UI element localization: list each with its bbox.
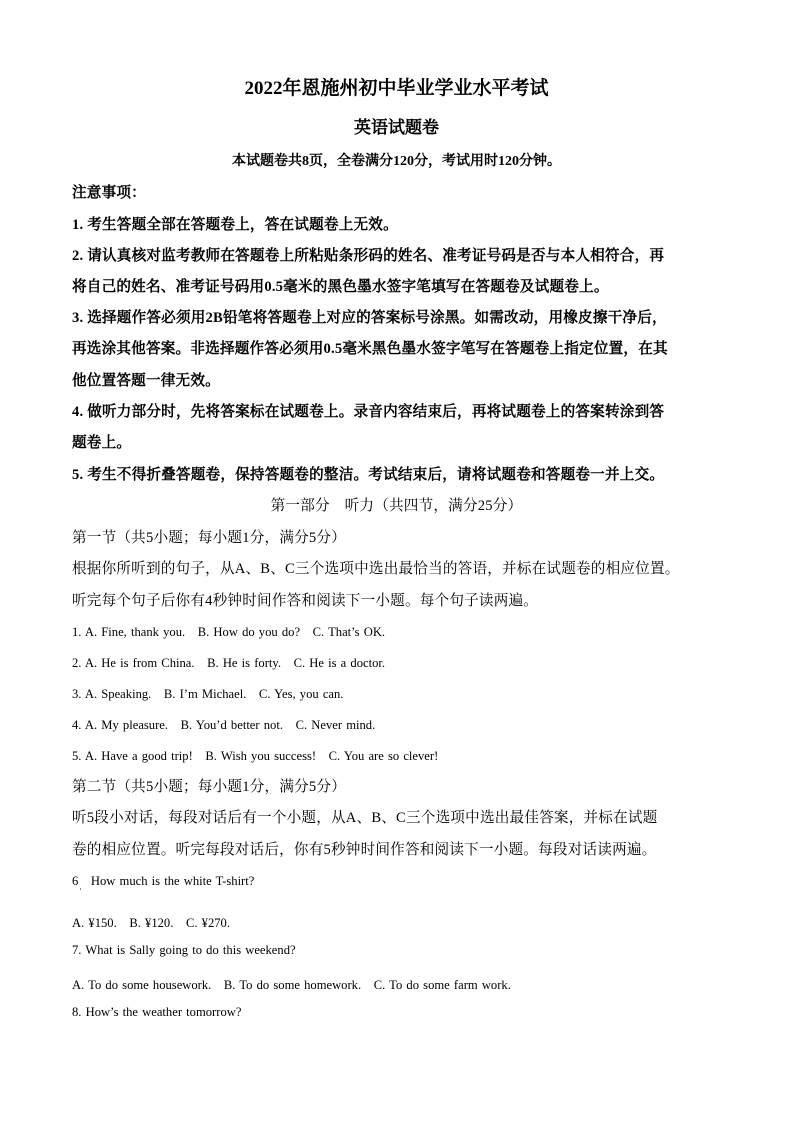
exam-subtitle: 英语试题卷 — [354, 118, 439, 137]
notice-line: 5. 考生不得折叠答题卷，保持答题卷的整洁。考试结束后，请将试题卷和答题卷一并上交。 — [72, 467, 665, 483]
question-5: 5. A. Have a good trip! B. Wish you success! C. You are so clever! — [72, 749, 439, 763]
notice-line: 4. 做听力部分时，先将答案标在试题卷上。录音内容结束后，再将试题卷上的答案转涂到答 — [72, 404, 665, 420]
question-4: 4. A. My pleasure. B. You’d better not. C. Never mind. — [72, 718, 376, 732]
notice-line: 3. 选择题作答必须用2B铅笔将答题卷上对应的答案标号涂黑。如需改动，用橡皮擦干净后， — [72, 310, 667, 326]
notice-line: 将自己的姓名、准考证号码用0.5毫米的黑色墨水签字笔填写在答题卷及试题卷上。 — [72, 279, 609, 295]
notice-line: 1. 考生答题全部在答题卷上，答在试题卷上无效。 — [72, 217, 398, 233]
question-2: 2. A. He is from China. B. He is forty. C. He is a doctor. — [72, 656, 386, 670]
question-8: 8. How’s the weather tomorrow? — [72, 1005, 242, 1019]
notice-line: 题卷上。 — [72, 435, 132, 451]
section2-instruction: 听5段小对话，每段对话后有一个小题，从A、B、C三个选项中选出最佳答案，并标在试题 — [72, 810, 658, 826]
question-6-options: A. ¥150. B. ¥120. C. ¥270. — [72, 916, 230, 930]
notice-line: 再选涂其他答案。非选择题作答必须用0.5毫米黑色墨水签字笔写在答题卷上指定位置，在其 — [72, 341, 668, 357]
stray-mark — [80, 888, 81, 890]
exam-info: 本试题卷共8页，全卷满分120分，考试用时120分钟。 — [232, 154, 561, 169]
question-7-options: A. To do some housework. B. To do some homework. C. To do some farm work. — [72, 978, 511, 992]
question-3: 3. A. Speaking. B. I’m Michael. C. Yes, you can. — [72, 687, 344, 701]
question-6: 6 How much is the white T-shirt? — [72, 874, 255, 888]
notice-line: 他位置答题一律无效。 — [72, 373, 220, 389]
question-1: 1. A. Fine, thank you. B. How do you do? C. That’s OK. — [72, 625, 386, 639]
question-7: 7. What is Sally going to do this weekend? — [72, 943, 296, 957]
section2-heading: 第二节（共5小题；每小题1分，满分5分） — [72, 779, 346, 795]
part1-heading: 第一部分 听力（共四节，满分25分） — [270, 498, 523, 514]
notices-heading: 注意事项： — [72, 185, 146, 201]
exam-title: 2022年恩施州初中毕业学业水平考试 — [244, 78, 549, 99]
notice-line: 2. 请认真核对监考教师在答题卷上所粘贴条形码的姓名、准考证号码是否与本人相符合，再 — [72, 248, 665, 264]
section1-heading: 第一节（共5小题；每小题1分，满分5分） — [72, 530, 346, 546]
section2-instruction: 卷的相应位置。听完每段对话后，你有5秒钟时间作答和阅读下一小题。每段对话读两遍。 — [72, 842, 657, 858]
section1-instruction: 根据你所听到的句子，从A、B、C三个选项中选出最恰当的答语，并标在试题卷的相应位置。 — [72, 561, 680, 577]
section1-instruction: 听完每个句子后你有4秒钟时间作答和阅读下一小题。每个句子读两遍。 — [72, 593, 539, 609]
